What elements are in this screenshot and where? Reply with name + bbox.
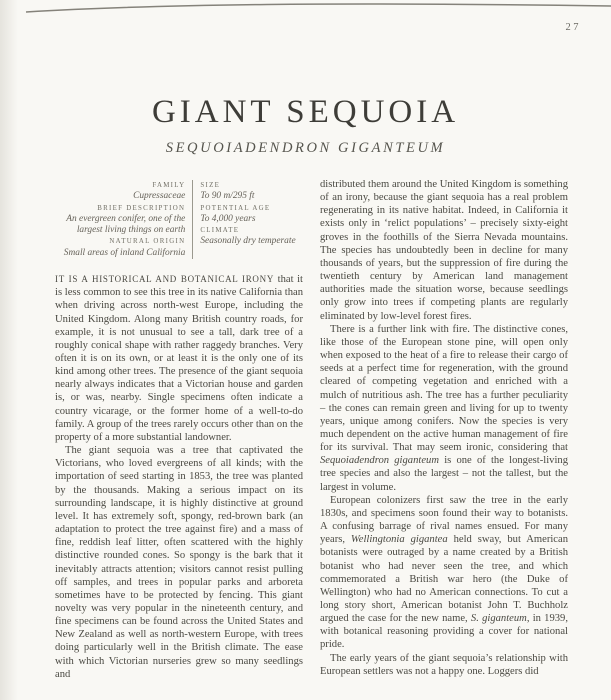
article-paragraph: The giant sequoia was a tree that captivated the Victorians, who loved evergreens of all kinds; with the importation of seed starting in 1853, the tree was planted by the thousands. Making a serious impact on its surrounding landscape, it is highly distinctive at ground level. It has extremely soft, spongy, red-brown bark (an adaptation to protect the tree against fire) and a mass of fine, reddish leaf litter, often scattered with the highly distinctive rounded cones. So spongy is the bark that it inevitably attracts attention; visitors cannot resist pulling off samples, and trees in popular parks and arboreta sometimes have to be protected by fencing. This giant novelty was very popular in the nineteenth century, and fine specimens can be found across the United States and New Zealand as well as north-western Europe, with trees doing particularly well in the British climate. The ease with which Victorian nurseries grew so many seedlings and bbox=[55, 445, 303, 680]
article-paragraph: European colonizers first saw the tree in the early 1830s, and specimens soon found their way to botanists. A confusing barrage of rival names ensued. For many years, Wellingtonia gigantea held sway, but American botanists were outraged by a name created by a British botanist who had never seen the tree, and which commemorated a British war hero (the Duke of Wellington) who had no American connections. To cut a long story short, American botanist John T. Buchholz argued the case for the new name, S. giganteum, in 1939, with botanical reasoning providing a cover for national pride. bbox=[320, 494, 569, 651]
scan-page-edge bbox=[0, 0, 611, 16]
title-block bbox=[0, 94, 611, 157]
fact-value: To 4,000 years bbox=[200, 213, 256, 224]
fact-label: POTENTIAL AGE bbox=[200, 204, 271, 212]
article-columns bbox=[55, 178, 568, 681]
fact-value: Cupressaceae bbox=[133, 191, 186, 202]
article-paragraph: There is a further link with fire. The distinctive cones, like those of the European stone pine, will open only when exposed to the heat of a fire to release their cargo of seeds at a perfect time for regeneration, with the ground cleared of competing vegetation and enriched with a mulch of nutritious ash. The tree has a further peculiarity – the cones can remain green and living for up to twenty years, unique among conifers. Now the species is very much dependent on the active human management of fire for its survival. That may seem ironic, considering that Sequoiadendron giganteum is one of the longest-living tree species and also the largest – not the tallest, but the largest in volume. bbox=[320, 323, 568, 493]
article-paragraph: The early years of the giant sequoia’s relationship with European settlers was not a happy one. Loggers did bbox=[320, 652, 568, 677]
fact-label: FAMILY bbox=[152, 182, 186, 189]
page-title: GIANT SEQUOIA bbox=[151, 94, 460, 130]
fact-value: To 90 m/295 ft bbox=[200, 191, 255, 202]
paragraph-text: that it is less common to see this tree in its native California than when driving across north-west Europe, including the United Kingdom. Along many British country roads, for example, it is not unusual to see a tall, dark tree of a roughly conical shape with rather raggedy branches. Very often it is on its own, or at least it is the only one of its kind among other trees. The presence of the giant sequoia nearly always indicates that a Victorian house and garden is, or was, nearby. Single specimens often indicate a country vicarage, or the former home of a well-to-do family. A group of the trees rarely occurs other than on the property of a more substantial landowner. bbox=[55, 274, 303, 443]
article-paragraph bbox=[55, 273, 303, 444]
article-paragraph: distributed them around the United Kingdom is something of an irony, because the giant sequoia has a real problem regenerating in its native habitat. Indeed, in California it exists only in ‘relict populations’ – precisely sixty-eight groves in the foothills of the Sierra Nevada mountains. The species has undoubtedly been in decline for many thousands of years, but the suppression of fire during the twentieth century by American land management authorities made the situation worse, because seedlings only grow into trees if competing plants are regularly eliminated by low-level forest fires. bbox=[320, 179, 568, 322]
lead-in-small-caps: IT IS A HISTORICAL AND BOTANICAL IRONY bbox=[55, 274, 275, 285]
fact-value: An evergreen conifer, one of the largest living things on earth bbox=[66, 213, 186, 236]
fact-value: Seasonally dry temperate bbox=[200, 236, 296, 247]
fact-value: Small areas of inland California bbox=[63, 247, 186, 258]
fact-box-left bbox=[63, 180, 193, 259]
right-column bbox=[320, 178, 568, 681]
left-column bbox=[55, 178, 303, 681]
fact-label: BRIEF DESCRIPTION bbox=[97, 204, 186, 212]
fact-label: SIZE bbox=[200, 182, 221, 189]
fact-box-right bbox=[193, 180, 299, 259]
species-latin-name: SEQUOIADENDRON GIGANTEUM bbox=[165, 140, 446, 156]
fact-label: NATURAL ORIGIN bbox=[109, 238, 186, 246]
fact-label: CLIMATE bbox=[200, 227, 240, 235]
fact-box bbox=[63, 180, 299, 259]
page-number: 27 bbox=[565, 22, 581, 33]
